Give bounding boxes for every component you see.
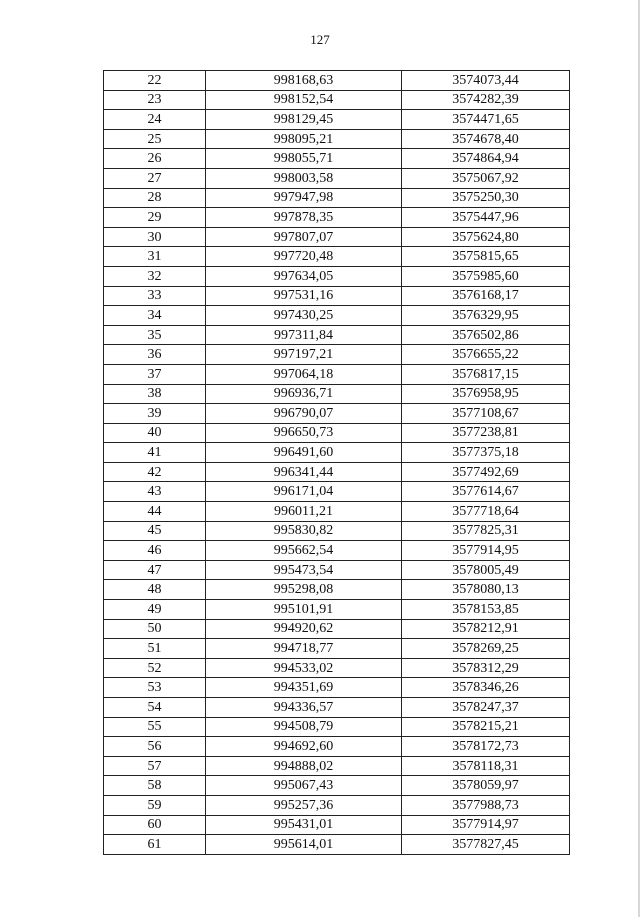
- table-row: [104, 737, 570, 757]
- x-coordinate-cell: 994718,77: [206, 639, 402, 659]
- x-coordinate-cell: 994533,02: [206, 658, 402, 678]
- y-coordinate-cell: 3574864,94: [402, 149, 570, 169]
- table-row: [104, 619, 570, 639]
- x-coordinate-cell: 996011,21: [206, 502, 402, 522]
- y-coordinate-cell: 3575815,65: [402, 247, 570, 267]
- x-coordinate-cell: 995431,01: [206, 815, 402, 835]
- x-coordinate-cell: 994888,02: [206, 756, 402, 776]
- x-coordinate-cell: 997878,35: [206, 208, 402, 228]
- table-row: [104, 306, 570, 326]
- table-row: [104, 482, 570, 502]
- y-coordinate-cell: 3574678,40: [402, 129, 570, 149]
- point-number-cell: 48: [104, 580, 206, 600]
- table-row: [104, 698, 570, 718]
- table-row: [104, 658, 570, 678]
- table-row: [104, 678, 570, 698]
- point-number-cell: 40: [104, 423, 206, 443]
- x-coordinate-cell: 995662,54: [206, 541, 402, 561]
- table-row: [104, 521, 570, 541]
- x-coordinate-cell: 997807,07: [206, 227, 402, 247]
- x-coordinate-cell: 997430,25: [206, 306, 402, 326]
- x-coordinate-cell: 995614,01: [206, 835, 402, 855]
- y-coordinate-cell: 3578153,85: [402, 600, 570, 620]
- point-number-cell: 34: [104, 306, 206, 326]
- x-coordinate-cell: 998003,58: [206, 168, 402, 188]
- y-coordinate-cell: 3578269,25: [402, 639, 570, 659]
- x-coordinate-cell: 996171,04: [206, 482, 402, 502]
- table-row: [104, 541, 570, 561]
- table-row: [104, 502, 570, 522]
- y-coordinate-cell: 3578312,29: [402, 658, 570, 678]
- y-coordinate-cell: 3577825,31: [402, 521, 570, 541]
- table-row: [104, 286, 570, 306]
- point-number-cell: 47: [104, 560, 206, 580]
- y-coordinate-cell: 3578005,49: [402, 560, 570, 580]
- point-number-cell: 35: [104, 325, 206, 345]
- y-coordinate-cell: 3578215,21: [402, 717, 570, 737]
- table-row: [104, 266, 570, 286]
- y-coordinate-cell: 3577614,67: [402, 482, 570, 502]
- y-coordinate-cell: 3574282,39: [402, 90, 570, 110]
- y-coordinate-cell: 3575447,96: [402, 208, 570, 228]
- point-number-cell: 61: [104, 835, 206, 855]
- x-coordinate-cell: 997634,05: [206, 266, 402, 286]
- y-coordinate-cell: 3574073,44: [402, 71, 570, 91]
- point-number-cell: 53: [104, 678, 206, 698]
- table-row: [104, 384, 570, 404]
- x-coordinate-cell: 997311,84: [206, 325, 402, 345]
- coordinates-table-body: [104, 71, 570, 855]
- y-coordinate-cell: 3578247,37: [402, 698, 570, 718]
- table-row: [104, 580, 570, 600]
- y-coordinate-cell: 3578059,97: [402, 776, 570, 796]
- x-coordinate-cell: 998055,71: [206, 149, 402, 169]
- x-coordinate-cell: 995298,08: [206, 580, 402, 600]
- table-row: [104, 364, 570, 384]
- x-coordinate-cell: 995101,91: [206, 600, 402, 620]
- y-coordinate-cell: 3577914,95: [402, 541, 570, 561]
- point-number-cell: 41: [104, 443, 206, 463]
- point-number-cell: 60: [104, 815, 206, 835]
- y-coordinate-cell: 3576168,17: [402, 286, 570, 306]
- point-number-cell: 43: [104, 482, 206, 502]
- x-coordinate-cell: 995067,43: [206, 776, 402, 796]
- page-number: 127: [310, 32, 330, 47]
- x-coordinate-cell: 998152,54: [206, 90, 402, 110]
- table-row: [104, 462, 570, 482]
- table-row: [104, 149, 570, 169]
- x-coordinate-cell: 997531,16: [206, 286, 402, 306]
- table-row: [104, 71, 570, 91]
- y-coordinate-cell: 3577988,73: [402, 795, 570, 815]
- x-coordinate-cell: 994336,57: [206, 698, 402, 718]
- point-number-cell: 32: [104, 266, 206, 286]
- point-number-cell: 30: [104, 227, 206, 247]
- point-number-cell: 57: [104, 756, 206, 776]
- x-coordinate-cell: 997947,98: [206, 188, 402, 208]
- point-number-cell: 27: [104, 168, 206, 188]
- coordinates-table: [103, 70, 570, 855]
- table-row: [104, 756, 570, 776]
- point-number-cell: 56: [104, 737, 206, 757]
- x-coordinate-cell: 995830,82: [206, 521, 402, 541]
- table-row: [104, 717, 570, 737]
- y-coordinate-cell: 3575250,30: [402, 188, 570, 208]
- table-row: [104, 600, 570, 620]
- y-coordinate-cell: 3576958,95: [402, 384, 570, 404]
- y-coordinate-cell: 3577238,81: [402, 423, 570, 443]
- x-coordinate-cell: 995257,36: [206, 795, 402, 815]
- y-coordinate-cell: 3576817,15: [402, 364, 570, 384]
- y-coordinate-cell: 3578346,26: [402, 678, 570, 698]
- table-row: [104, 90, 570, 110]
- point-number-cell: 39: [104, 404, 206, 424]
- point-number-cell: 59: [104, 795, 206, 815]
- table-row: [104, 208, 570, 228]
- y-coordinate-cell: 3577492,69: [402, 462, 570, 482]
- point-number-cell: 46: [104, 541, 206, 561]
- table-row: [104, 639, 570, 659]
- y-coordinate-cell: 3578212,91: [402, 619, 570, 639]
- point-number-cell: 24: [104, 110, 206, 130]
- point-number-cell: 36: [104, 345, 206, 365]
- y-coordinate-cell: 3575067,92: [402, 168, 570, 188]
- x-coordinate-cell: 998168,63: [206, 71, 402, 91]
- x-coordinate-cell: 995473,54: [206, 560, 402, 580]
- x-coordinate-cell: 998095,21: [206, 129, 402, 149]
- y-coordinate-cell: 3574471,65: [402, 110, 570, 130]
- table-row: [104, 560, 570, 580]
- table-row: [104, 188, 570, 208]
- y-coordinate-cell: 3575985,60: [402, 266, 570, 286]
- y-coordinate-cell: 3577375,18: [402, 443, 570, 463]
- table-row: [104, 404, 570, 424]
- y-coordinate-cell: 3577914,97: [402, 815, 570, 835]
- x-coordinate-cell: 997720,48: [206, 247, 402, 267]
- table-row: [104, 345, 570, 365]
- point-number-cell: 44: [104, 502, 206, 522]
- x-coordinate-cell: 994351,69: [206, 678, 402, 698]
- point-number-cell: 38: [104, 384, 206, 404]
- x-coordinate-cell: 996790,07: [206, 404, 402, 424]
- y-coordinate-cell: 3577718,64: [402, 502, 570, 522]
- x-coordinate-cell: 996491,60: [206, 443, 402, 463]
- x-coordinate-cell: 998129,45: [206, 110, 402, 130]
- point-number-cell: 50: [104, 619, 206, 639]
- y-coordinate-cell: 3577827,45: [402, 835, 570, 855]
- y-coordinate-cell: 3578172,73: [402, 737, 570, 757]
- y-coordinate-cell: 3575624,80: [402, 227, 570, 247]
- x-coordinate-cell: 997197,21: [206, 345, 402, 365]
- y-coordinate-cell: 3577108,67: [402, 404, 570, 424]
- y-coordinate-cell: 3576655,22: [402, 345, 570, 365]
- x-coordinate-cell: 994692,60: [206, 737, 402, 757]
- point-number-cell: 42: [104, 462, 206, 482]
- point-number-cell: 22: [104, 71, 206, 91]
- y-coordinate-cell: 3578118,31: [402, 756, 570, 776]
- point-number-cell: 31: [104, 247, 206, 267]
- point-number-cell: 28: [104, 188, 206, 208]
- table-row: [104, 423, 570, 443]
- table-row: [104, 815, 570, 835]
- table-row: [104, 129, 570, 149]
- x-coordinate-cell: 994920,62: [206, 619, 402, 639]
- point-number-cell: 54: [104, 698, 206, 718]
- x-coordinate-cell: 994508,79: [206, 717, 402, 737]
- point-number-cell: 49: [104, 600, 206, 620]
- table-row: [104, 443, 570, 463]
- x-coordinate-cell: 997064,18: [206, 364, 402, 384]
- y-coordinate-cell: 3576502,86: [402, 325, 570, 345]
- table-row: [104, 168, 570, 188]
- x-coordinate-cell: 996341,44: [206, 462, 402, 482]
- table-row: [104, 795, 570, 815]
- point-number-cell: 45: [104, 521, 206, 541]
- point-number-cell: 33: [104, 286, 206, 306]
- y-coordinate-cell: 3578080,13: [402, 580, 570, 600]
- table-row: [104, 776, 570, 796]
- point-number-cell: 58: [104, 776, 206, 796]
- table-row: [104, 247, 570, 267]
- table-row: [104, 835, 570, 855]
- table-row: [104, 227, 570, 247]
- table-row: [104, 325, 570, 345]
- point-number-cell: 52: [104, 658, 206, 678]
- point-number-cell: 51: [104, 639, 206, 659]
- point-number-cell: 37: [104, 364, 206, 384]
- x-coordinate-cell: 996936,71: [206, 384, 402, 404]
- point-number-cell: 55: [104, 717, 206, 737]
- y-coordinate-cell: 3576329,95: [402, 306, 570, 326]
- point-number-cell: 25: [104, 129, 206, 149]
- point-number-cell: 29: [104, 208, 206, 228]
- table-row: [104, 110, 570, 130]
- x-coordinate-cell: 996650,73: [206, 423, 402, 443]
- point-number-cell: 26: [104, 149, 206, 169]
- point-number-cell: 23: [104, 90, 206, 110]
